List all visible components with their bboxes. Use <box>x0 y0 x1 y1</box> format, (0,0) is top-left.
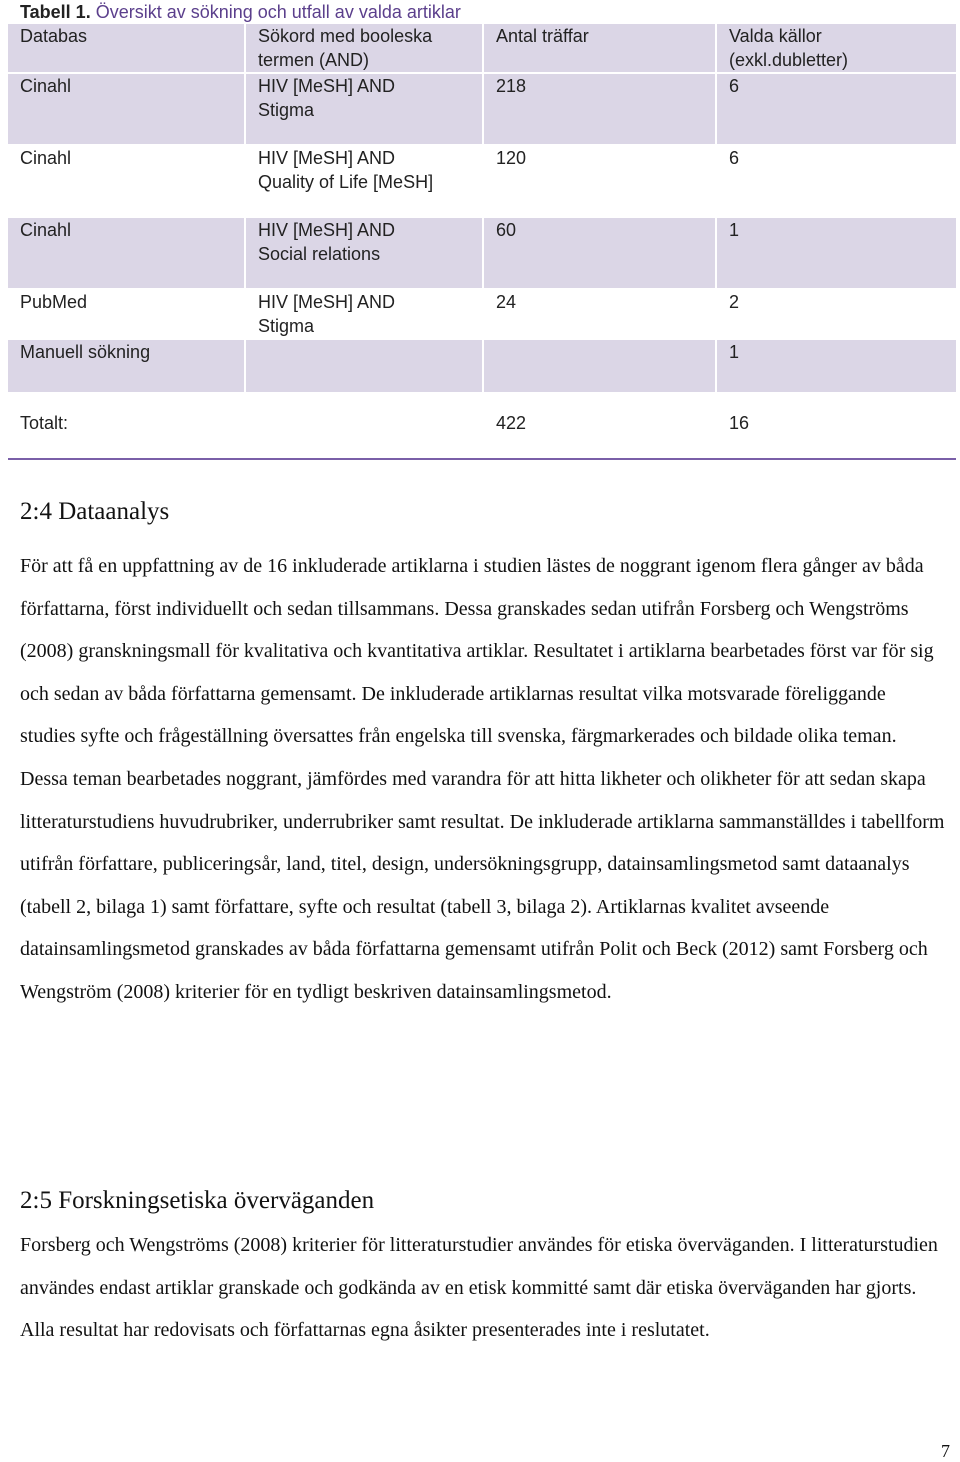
cell-selected: 1 <box>729 220 740 240</box>
table-row <box>8 340 956 394</box>
header-selected <box>717 24 956 72</box>
cell-hits: 60 <box>484 218 717 288</box>
cell-database: Cinahl <box>8 146 246 216</box>
table-row <box>8 146 956 218</box>
cell-hits: 24 <box>484 290 717 338</box>
table-row <box>8 290 956 340</box>
section-etik <box>20 1186 945 1352</box>
cell-database: PubMed <box>8 290 246 338</box>
header-database: Databas <box>8 24 246 72</box>
search-results-table <box>8 24 956 454</box>
cell-search-terms-line2: Stigma <box>258 100 315 120</box>
cell-database: Manuell sökning <box>8 340 246 392</box>
section-dataanalys <box>20 497 945 1014</box>
cell-search-terms-line1: HIV [MeSH] AND <box>258 76 396 96</box>
table-caption-text: Översikt av sökning och utfall av valda artiklar <box>90 2 461 22</box>
table-bottom-rule <box>8 458 956 460</box>
total-selected: 16 <box>729 413 750 433</box>
cell-selected: 6 <box>729 148 740 168</box>
cell-selected: 1 <box>729 342 740 362</box>
cell-database: Cinahl <box>8 74 246 144</box>
table-row <box>8 74 956 146</box>
cell-search-terms-line2: Social relations <box>258 244 381 264</box>
cell-search-terms-line2: Stigma <box>258 316 315 336</box>
cell-search-terms <box>246 290 484 338</box>
section-heading: 2:5 Forskningsetiska överväganden <box>20 1187 375 1214</box>
cell-selected: 6 <box>729 76 740 96</box>
header-selected-line1: Valda källor <box>729 26 822 46</box>
section-paragraph: För att få en uppfattning av de 16 inkluderade artiklarna i studien lästes de noggrant igenom flera gånger av båda författarna, först individuellt och sedan tillsammans. Dessa granskades sedan utifrån Forsberg och Wengströms (2008) granskningsmall för kvalitativa och kvantitativa artiklar. Resultatet i artiklarna bearbetades först var för sig och sedan av båda författarna gemensamt. De inkluderade artiklarnas resultat vilka motsvarade föreliggande studies syfte och frågeställning översattes från engelska till svenska, färgmarkerades och bildade olika teman. Dessa teman bearbetades noggrant, jämfördes med varandra för att hitta likheter och olikheter för att sedan skapa litteraturstudiens huvudrubriker, underrubriker samt resultat. De inkluderade artiklarna sammanställdes i tabellform utifrån författare, publiceringsår, land, titel, design, undersökningsgrupp, datainsamlingsmetod samt dataanalys (tabell 2, bilaga 1) samt författare, syfte och resultat (tabell 3, bilaga 2). Artiklarnas kvalitet avseende datainsamlingsmetod granskades av båda författarna gemensamt utifrån Polit och Beck (2012) samt Forsberg och Wengström (2008) kriterier för en tydligt beskriven datainsamlingsmetod. <box>20 555 945 1003</box>
cell-hits: 120 <box>484 146 717 216</box>
section-paragraph: Forsberg och Wengströms (2008) kriterier för litteraturstudier användes för etiska överväganden. I litteraturstudien användes endast artiklar granskade och godkända av en etisk kommitté samt där etiska överväganden har gjorts. Alla resultat har redovisats och författarnas egna åsikter presenterades inte i reslutatet. <box>20 1234 938 1342</box>
cell-hits: 218 <box>484 74 717 144</box>
cell-search-terms-line2: Quality of Life [MeSH] <box>258 172 434 192</box>
total-label: Totalt: <box>8 411 246 435</box>
section-heading: 2:4 Dataanalys <box>20 498 170 525</box>
header-search-terms-line1: Sökord med booleska <box>258 26 433 46</box>
cell-search-terms-line1: HIV [MeSH] AND <box>258 148 396 168</box>
cell-search-terms-line1: HIV [MeSH] AND <box>258 292 396 312</box>
page-number: 7 <box>941 1441 950 1461</box>
header-selected-line2: (exkl.dubletter) <box>729 50 849 70</box>
table-caption <box>20 2 461 22</box>
header-hits: Antal träffar <box>484 24 717 72</box>
cell-selected: 2 <box>729 292 740 312</box>
table-row <box>8 218 956 290</box>
cell-database: Cinahl <box>8 218 246 288</box>
cell-search-terms <box>246 218 484 288</box>
cell-search-terms <box>246 146 484 216</box>
header-search-terms-line2: termen (AND) <box>258 50 370 70</box>
table-header-row <box>8 24 956 74</box>
table-total-row <box>8 394 956 454</box>
cell-search-terms <box>246 74 484 144</box>
total-hits: 422 <box>484 411 717 435</box>
cell-hits <box>484 340 717 392</box>
cell-search-terms-line1: HIV [MeSH] AND <box>258 220 396 240</box>
cell-search-terms <box>246 340 484 392</box>
header-search-terms <box>246 24 484 72</box>
table-caption-label: Tabell 1. <box>20 2 91 22</box>
